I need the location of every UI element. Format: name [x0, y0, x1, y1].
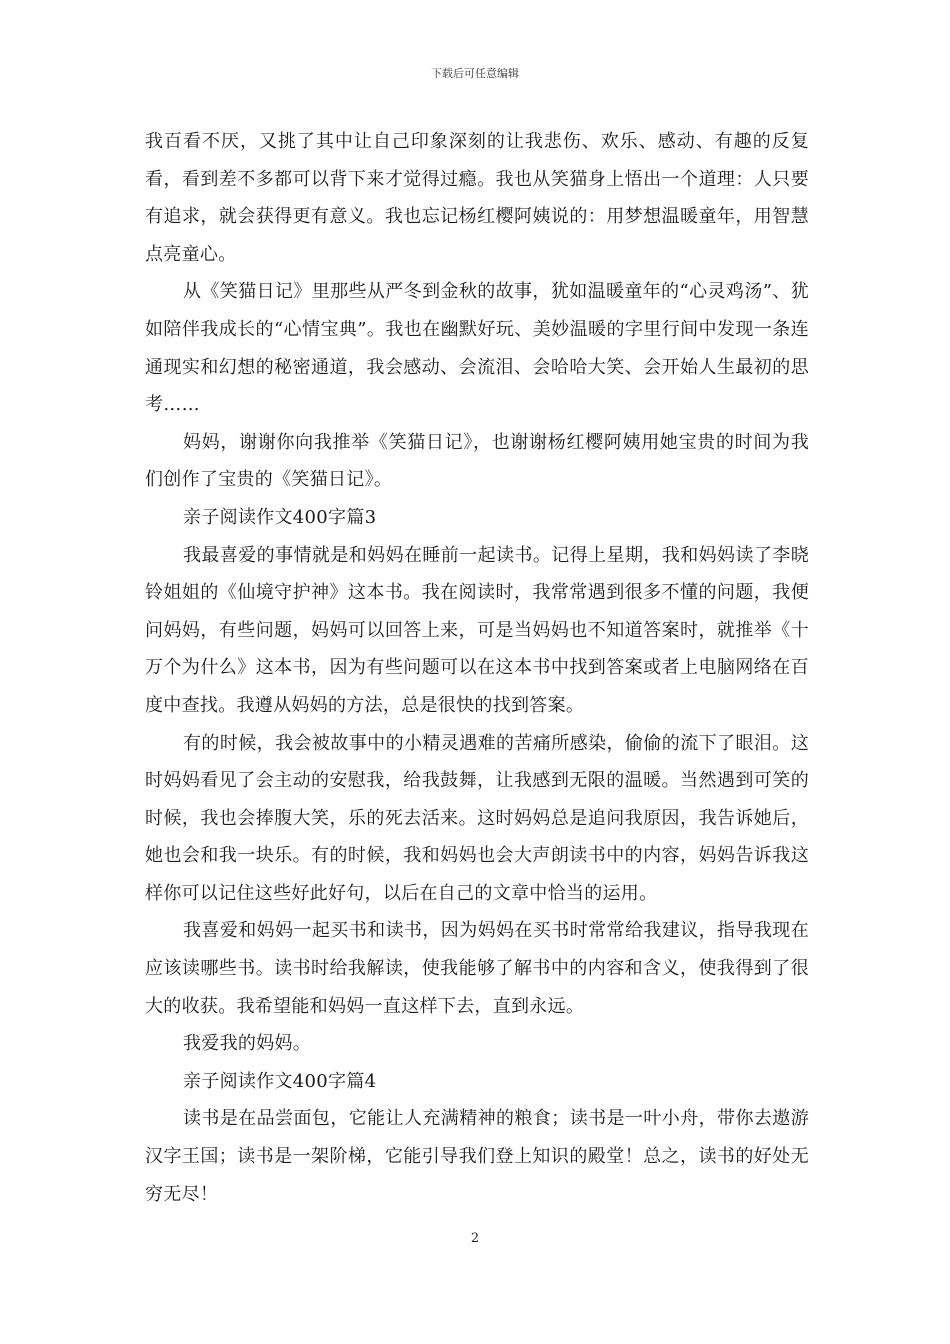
paragraph-4: 我最喜爱的事情就是和妈妈在睡前一起读书。记得上星期，我和妈妈读了李晓铃姐姐的《仙境守护神》这本书。我在阅读时，我常常遇到很多不懂的问题，我便问妈妈，有些问题，妈妈可以回答上来，可是当妈妈也不知道答案时，就推举《十万个为什么》这本书，因为有些问题可以在这本书中找到答案或者上电脑网络在百度中查找。我遵从妈妈的方法，总是很快的找到答案。	[145, 544, 809, 716]
paragraph-8: 读书是在品尝面包，它能让人充满精神的粮食；读书是一叶小舟，带你去遨游汉字王国；读书是一架阶梯，它能引导我们登上知识的殿堂！总之，读书的好处无穷无尽！	[145, 1108, 809, 1205]
paragraph-5: 有的时候，我会被故事中的小精灵遇难的苦痛所感染，偷偷的流下了眼泪。这时妈妈看见了会主动的安慰我，给我鼓舞，让我感到无限的温暖。当然遇到可笑的时候，我也会捧腹大笑，乐的死去活来。这时妈妈总是追问我原因，我告诉她后，她也会和我一块乐。有的时候，我和妈妈也会大声朗读书中的内容，妈妈告诉我这样你可以记住这些好此好句，以后在自己的文章中恰当的运用。	[145, 732, 809, 904]
document-body	[145, 123, 809, 1213]
paragraph-1: 我百看不厌，又挑了其中让自己印象深刻的让我悲伤、欢乐、感动、有趣的反复看，看到差不多都可以背下来才觉得过瘾。我也从笑猫身上悟出一个道理：人只要有追求，就会获得更有意义。我也忘记杨红樱阿姨说的：用梦想温暖童年，用智慧点亮童心。	[145, 131, 809, 265]
paragraph-6: 我喜爱和妈妈一起买书和读书，因为妈妈在买书时常常给我建议，指导我现在应该读哪些书。读书时给我解读，使我能够了解书中的内容和含义，使我得到了很大的收获。我希望能和妈妈一直这样下去，直到永远。	[145, 920, 809, 1017]
paragraph-3: 妈妈，谢谢你向我推举《笑猫日记》，也谢谢杨红樱阿姨用她宝贵的时间为我们创作了宝贵的《笑猫日记》。	[145, 431, 809, 491]
page-header: 下载后可任意编辑	[431, 67, 519, 80]
page-number: 2	[470, 1231, 480, 1246]
paragraph-2: 从《笑猫日记》里那些从严冬到金秋的故事，犹如温暖童年的“心灵鸡汤”、犹如陪伴我成长的“心情宝典”。我也在幽默好玩、美妙温暖的字里行间中发现一条连通现实和幻想的秘密通道，我会感动、会流泪、会哈哈大笑、会开始人生最初的思考……	[145, 281, 809, 416]
section-heading-3: 亲子阅读作文400字篇3	[183, 506, 377, 528]
section-heading-4: 亲子阅读作文400字篇4	[183, 1070, 377, 1092]
paragraph-7: 我爱我的妈妈。	[183, 1033, 312, 1055]
